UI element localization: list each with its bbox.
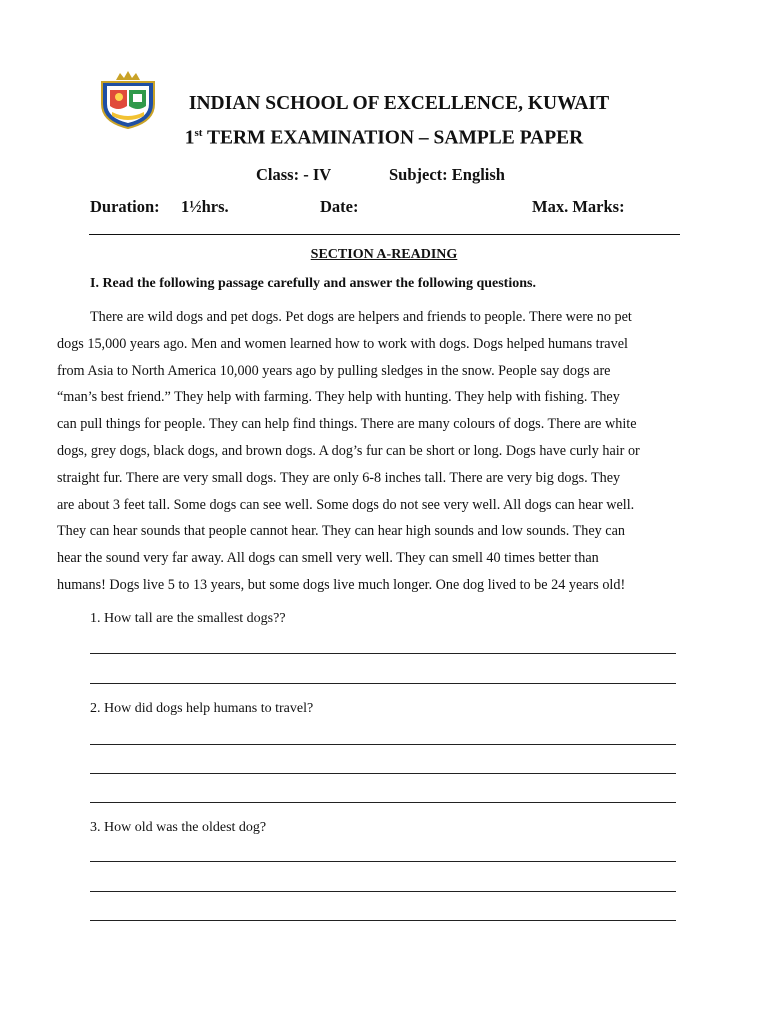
subject-label: Subject: English <box>389 165 505 184</box>
exam-title-sup: st <box>194 127 203 139</box>
school-name: INDIAN SCHOOL OF EXCELLENCE, KUWAIT <box>188 93 610 114</box>
reading-passage <box>57 304 679 599</box>
instruction: I. Read the following passage carefully and answer the following questions. <box>90 276 536 291</box>
passage-line: “man’s best friend.” They help with farming. They help with hunting. They help with fishing. They <box>57 389 620 406</box>
duration-value: 1½hrs. <box>181 197 229 216</box>
passage-line: dogs, grey dogs, black dogs, and brown dogs. A dog’s fur can be short or long. Dogs have curly hair or <box>57 442 640 459</box>
answer-line[interactable] <box>90 861 676 862</box>
answer-line[interactable] <box>90 773 676 774</box>
answer-line[interactable] <box>90 683 676 684</box>
question-3: 3. How old was the oldest dog? <box>90 820 267 835</box>
passage-line: are about 3 feet tall. Some dogs can see well. Some dogs do not see very well. All dogs can hear well. <box>57 496 635 513</box>
passage-line: There are wild dogs and pet dogs. Pet dogs are helpers and friends to people. There were no pet <box>90 309 632 325</box>
exam-title-number: 1 <box>184 127 195 149</box>
duration-label: Duration: <box>90 197 160 216</box>
passage-line: dogs 15,000 years ago. Men and women learned how to work with dogs. Dogs helped humans travel <box>57 335 628 352</box>
exam-title <box>0 127 768 150</box>
answer-line[interactable] <box>90 744 676 745</box>
answer-line[interactable] <box>90 891 676 892</box>
passage-line: humans! Dogs live 5 to 13 years, but some dogs live much longer. One dog lived to be 24 years old! <box>57 576 626 593</box>
answer-line[interactable] <box>90 920 676 921</box>
exam-title-rest: TERM EXAMINATION – SAMPLE PAPER <box>202 127 584 149</box>
date-label: Date: <box>320 197 359 216</box>
answer-line[interactable] <box>90 653 676 654</box>
question-2: 2. How did dogs help humans to travel? <box>90 701 314 716</box>
passage-line: hear the sound very far away. All dogs can smell very well. They can smell 40 times better than <box>57 550 599 567</box>
max-marks-label: Max. Marks: <box>532 197 625 216</box>
section-title: SECTION A-READING <box>310 247 458 262</box>
passage-line: can pull things for people. They can help find things. There are many colours of dogs. There are white <box>57 416 637 433</box>
passage-line: straight fur. There are very small dogs. They are only 6-8 inches tall. There are very big dogs. They <box>57 469 621 486</box>
passage-line: from Asia to North America 10,000 years ago by pulling sledges in the snow. People say dogs are <box>57 362 611 379</box>
question-1: 1. How tall are the smallest dogs?? <box>90 611 286 626</box>
header-divider <box>89 234 680 235</box>
class-label: Class: - IV <box>256 165 332 184</box>
passage-line: They can hear sounds that people cannot hear. They can hear high sounds and low sounds. They can <box>57 523 625 540</box>
answer-line[interactable] <box>90 802 676 803</box>
